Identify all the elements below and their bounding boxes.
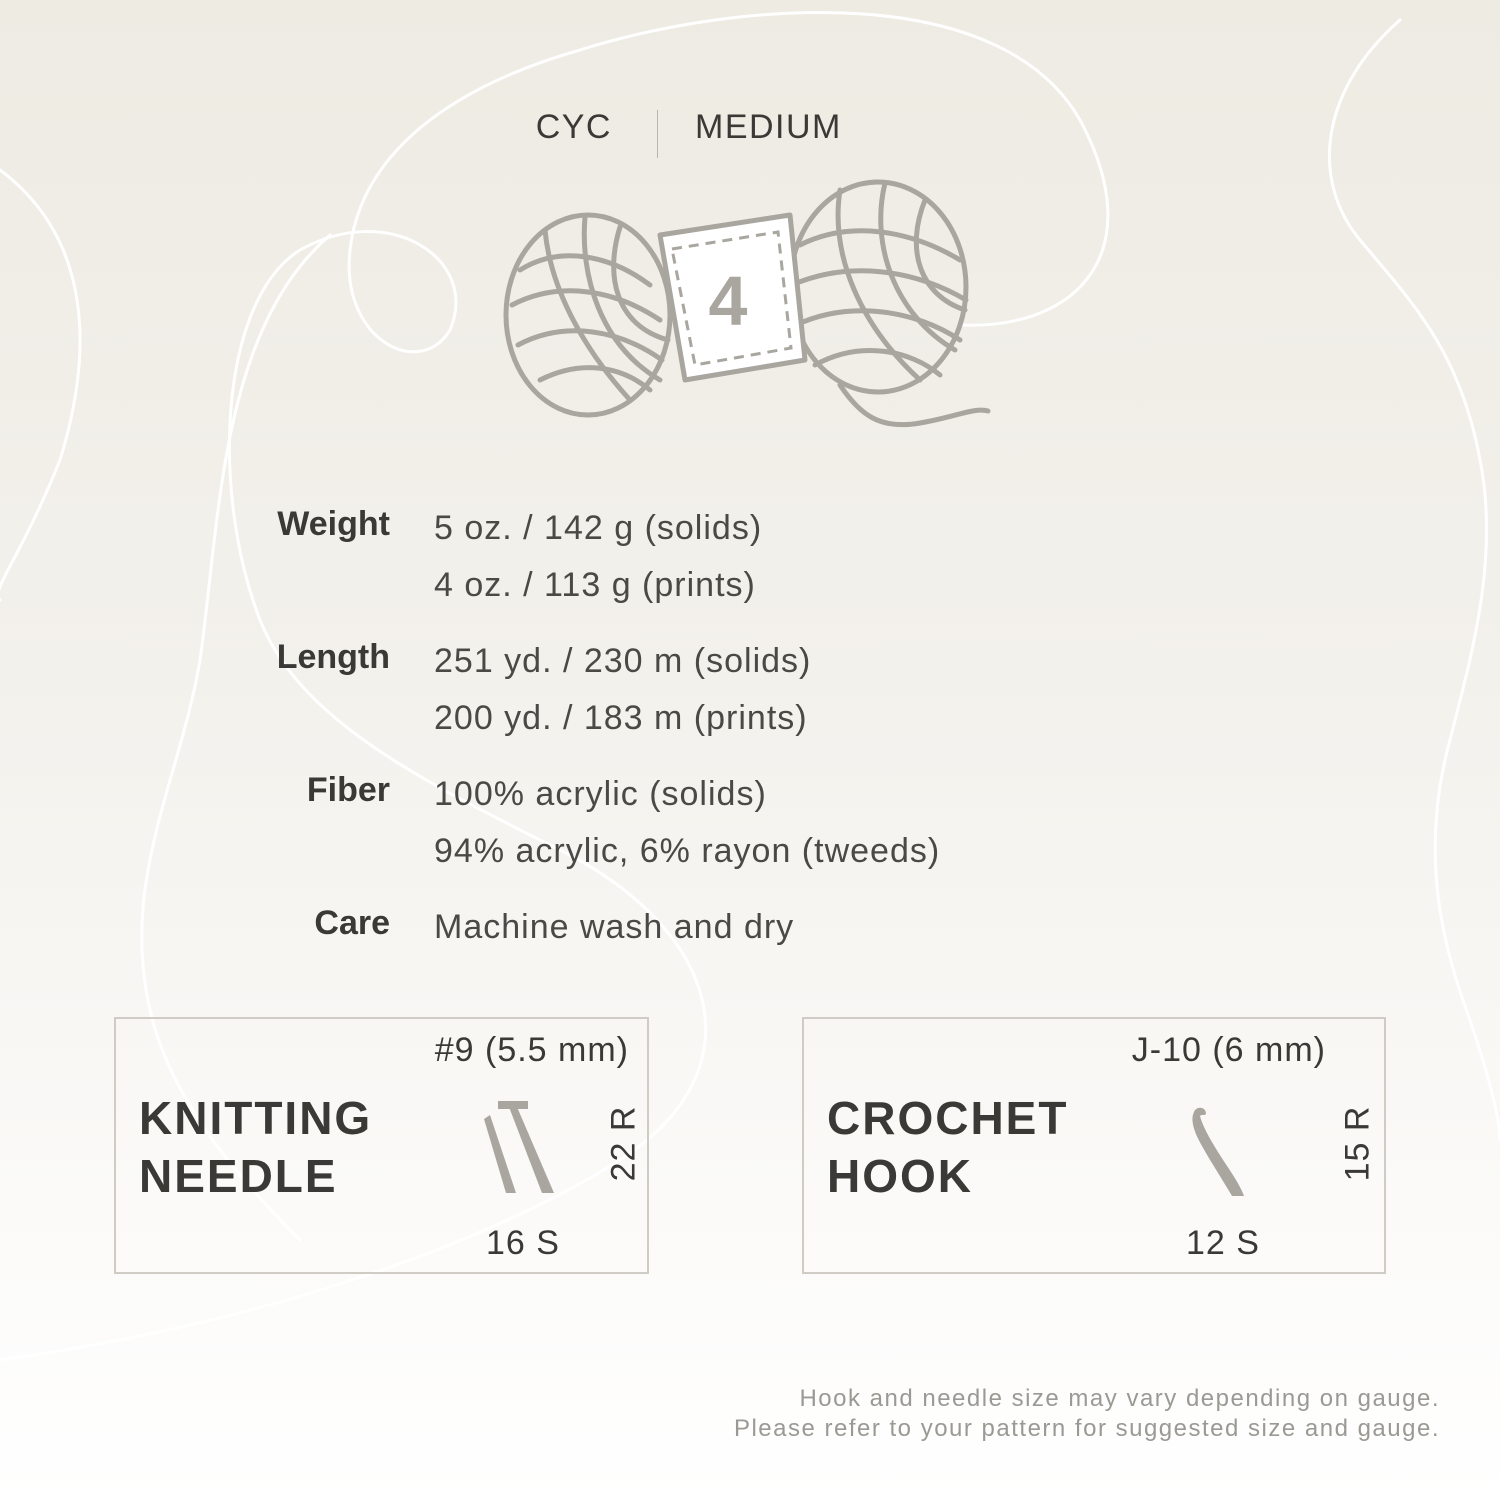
needle-stitches: 16 S xyxy=(486,1224,560,1262)
weight-category-label: MEDIUM xyxy=(695,108,842,146)
needle-rows: 22 R xyxy=(604,1105,643,1182)
crochet-hook-card xyxy=(802,1017,1386,1274)
knitting-needle-title xyxy=(139,1089,372,1205)
spec-value: 5 oz. / 142 g (solids) xyxy=(434,509,763,547)
title-line: NEEDLE xyxy=(139,1150,338,1202)
spec-value: 94% acrylic, 6% rayon (tweeds) xyxy=(434,831,941,870)
hook-size: J-10 (6 mm) xyxy=(1131,1031,1326,1069)
header-divider xyxy=(657,110,658,158)
spec-value: 4 oz. / 113 g (prints) xyxy=(434,565,756,604)
knitting-needles-icon xyxy=(476,1097,566,1197)
hook-stitches: 12 S xyxy=(1186,1224,1260,1262)
hook-rows: 15 R xyxy=(1338,1105,1377,1182)
knitting-needle-card xyxy=(114,1017,649,1274)
crochet-hook-title xyxy=(827,1089,1068,1205)
footnote-line: Please refer to your pattern for suggested size and gauge. xyxy=(733,1415,1440,1442)
spec-value: Machine wash and dry xyxy=(434,908,795,946)
spec-value: 100% acrylic (solids) xyxy=(434,775,767,813)
cyc-label: CYC xyxy=(535,108,612,146)
yarn-weight-number: 4 xyxy=(708,262,748,340)
gauge-footnote xyxy=(734,1384,1440,1444)
crochet-hook-icon xyxy=(1184,1104,1264,1199)
spec-value: 200 yd. / 183 m (prints) xyxy=(434,698,808,737)
spec-value: 251 yd. / 230 m (solids) xyxy=(434,642,812,680)
footnote-line: Hook and needle size may vary depending on gauge. xyxy=(799,1385,1440,1412)
title-line: KNITTING xyxy=(139,1092,373,1144)
spec-label: Fiber xyxy=(306,771,390,809)
yarn-ball-icon xyxy=(500,175,1000,440)
title-line: CROCHET xyxy=(827,1092,1069,1144)
needle-size: #9 (5.5 mm) xyxy=(434,1031,629,1069)
cyc-header xyxy=(0,108,1500,158)
spec-label: Length xyxy=(276,638,390,676)
title-line: HOOK xyxy=(827,1150,973,1202)
spec-label: Care xyxy=(314,904,390,942)
spec-label: Weight xyxy=(277,505,390,543)
